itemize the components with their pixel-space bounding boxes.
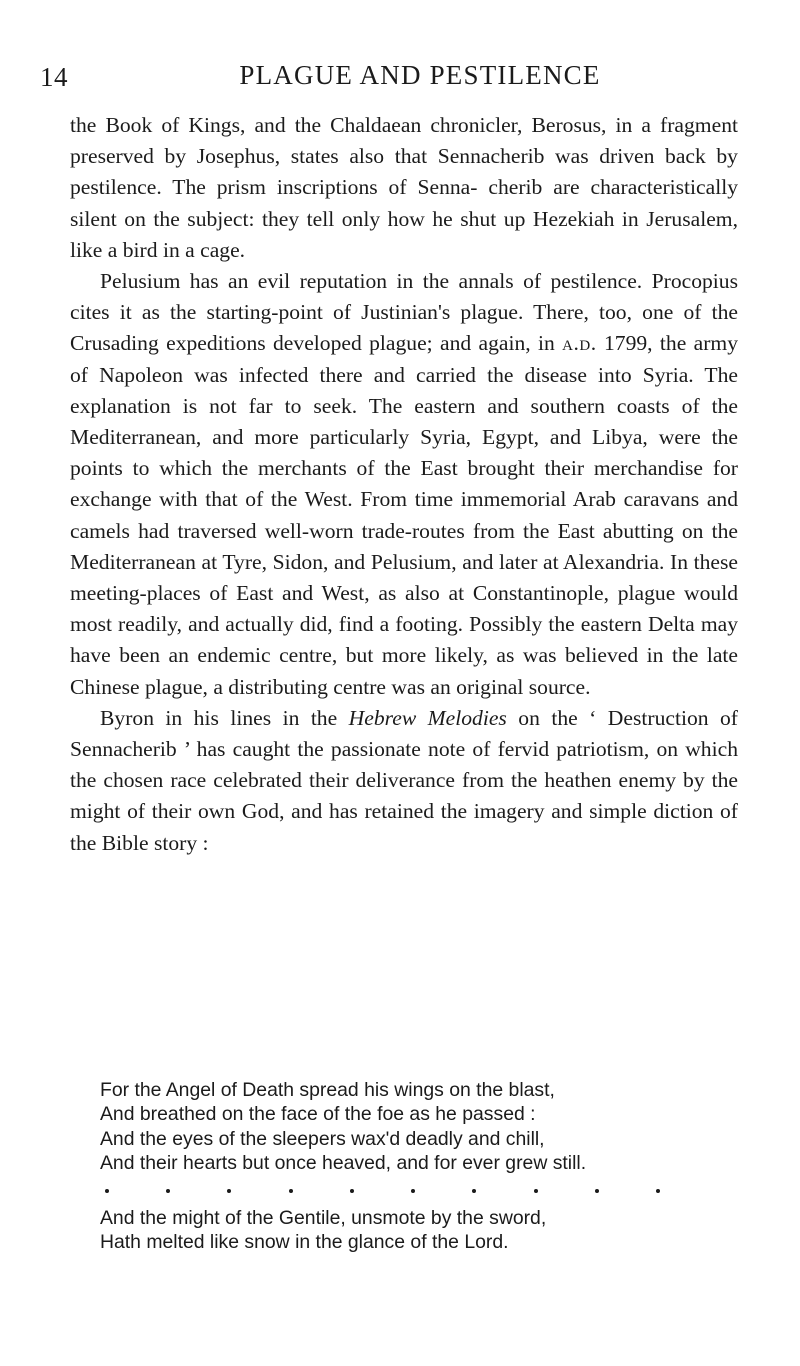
- paragraph-3-text-b: on the ‘ Destruction of Sennacherib ’ has caught the passionate note of fervid patriotism, on which the chosen race celebrated their deliverance from the heathen enemy by the might of their own God, and has retained the imagery and simple diction of the Bible story :: [70, 705, 738, 855]
- ellipsis-dot: [595, 1189, 599, 1193]
- verse-line: And breathed on the face of the foe as he passed :: [100, 1103, 536, 1126]
- verse-line: For the Angel of Death spread his wings on the blast,: [100, 1079, 555, 1101]
- verse-line: And the eyes of the sleepers wax'd deadly and chill,: [100, 1127, 545, 1150]
- ellipsis-dot: [166, 1189, 170, 1193]
- verse-line: Hath melted like snow in the glance of the Lord.: [100, 1231, 509, 1254]
- paragraph-1-line: fragment preserved by Josephus, states also that Sennacherib: [70, 113, 738, 169]
- ellipsis-dot: [227, 1189, 231, 1193]
- paragraph-3-title: Hebrew Melodies: [348, 705, 507, 730]
- ellipsis-dot: [534, 1189, 538, 1193]
- paragraph-3: [70, 703, 738, 859]
- body-text: [70, 110, 738, 859]
- ellipsis-dot: [105, 1189, 109, 1193]
- running-head: PLAGUE AND PESTILENCE: [239, 60, 601, 90]
- paragraph-1-line: the Book of Kings, and the Chaldaean chronicler, Berosus, in a: [70, 113, 661, 137]
- ellipsis-dot: [411, 1189, 415, 1193]
- paragraph-1: [70, 110, 738, 266]
- page-header: [40, 60, 740, 96]
- paragraph-2-text-a: Pelusium has an evil reputation in the annals of pestilence. Procopius cites it as the starting-point of Justinian's plague. There, too, one of the Crusading expeditions developed plague; and again, in: [70, 269, 738, 356]
- verse-quotation: [100, 1078, 740, 1254]
- ellipsis-dot: [350, 1189, 354, 1193]
- paragraph-1-line: was driven back by pestilence. The prism inscriptions of Senna-: [70, 144, 738, 200]
- paragraph-1-line: cherib are characteristically silent on the subject: they tell only: [70, 175, 739, 231]
- verse-ellipsis: [100, 1178, 660, 1204]
- paragraph-3-text-a: Byron in his lines in the: [100, 705, 349, 730]
- paragraph-2-era: a.d.: [562, 331, 597, 356]
- paragraph-2-text-b: 1799, the army of Napoleon was infected there and carried the disease into Syria. The explanation is not far to seek. The eastern and southern coasts of the Mediterranean, and more particularly Syria, Egypt, and Libya, were the points to which the merchants of the East brought their merchandise for exchange with that of the West. From time immemorial Arab caravans and camels had traversed well-worn trade-routes from the East abutting on the Mediterranean at Tyre, Sidon, and Pelusium, and later at Alexandria. In these meeting-places of East and West, as also at Constantinople, plague would most readily, and actually did, find a footing. Possibly the eastern Delta may have been an endemic centre, but more likely, as was believed in the late Chinese plague, a distributing centre was an original source.: [70, 331, 739, 699]
- paragraph-2: [70, 266, 738, 703]
- ellipsis-dot: [289, 1189, 293, 1193]
- paragraph-1-line: how he shut up Hezekiah in Jerusalem, like a bird in a cage.: [70, 206, 738, 262]
- ellipsis-dot: [656, 1189, 660, 1193]
- page-number: 14: [40, 62, 68, 92]
- verse-line: And their hearts but once heaved, and for ever grew still.: [100, 1152, 587, 1175]
- ellipsis-dot: [472, 1189, 476, 1193]
- verse-line: And the might of the Gentile, unsmote by the sword,: [100, 1206, 547, 1229]
